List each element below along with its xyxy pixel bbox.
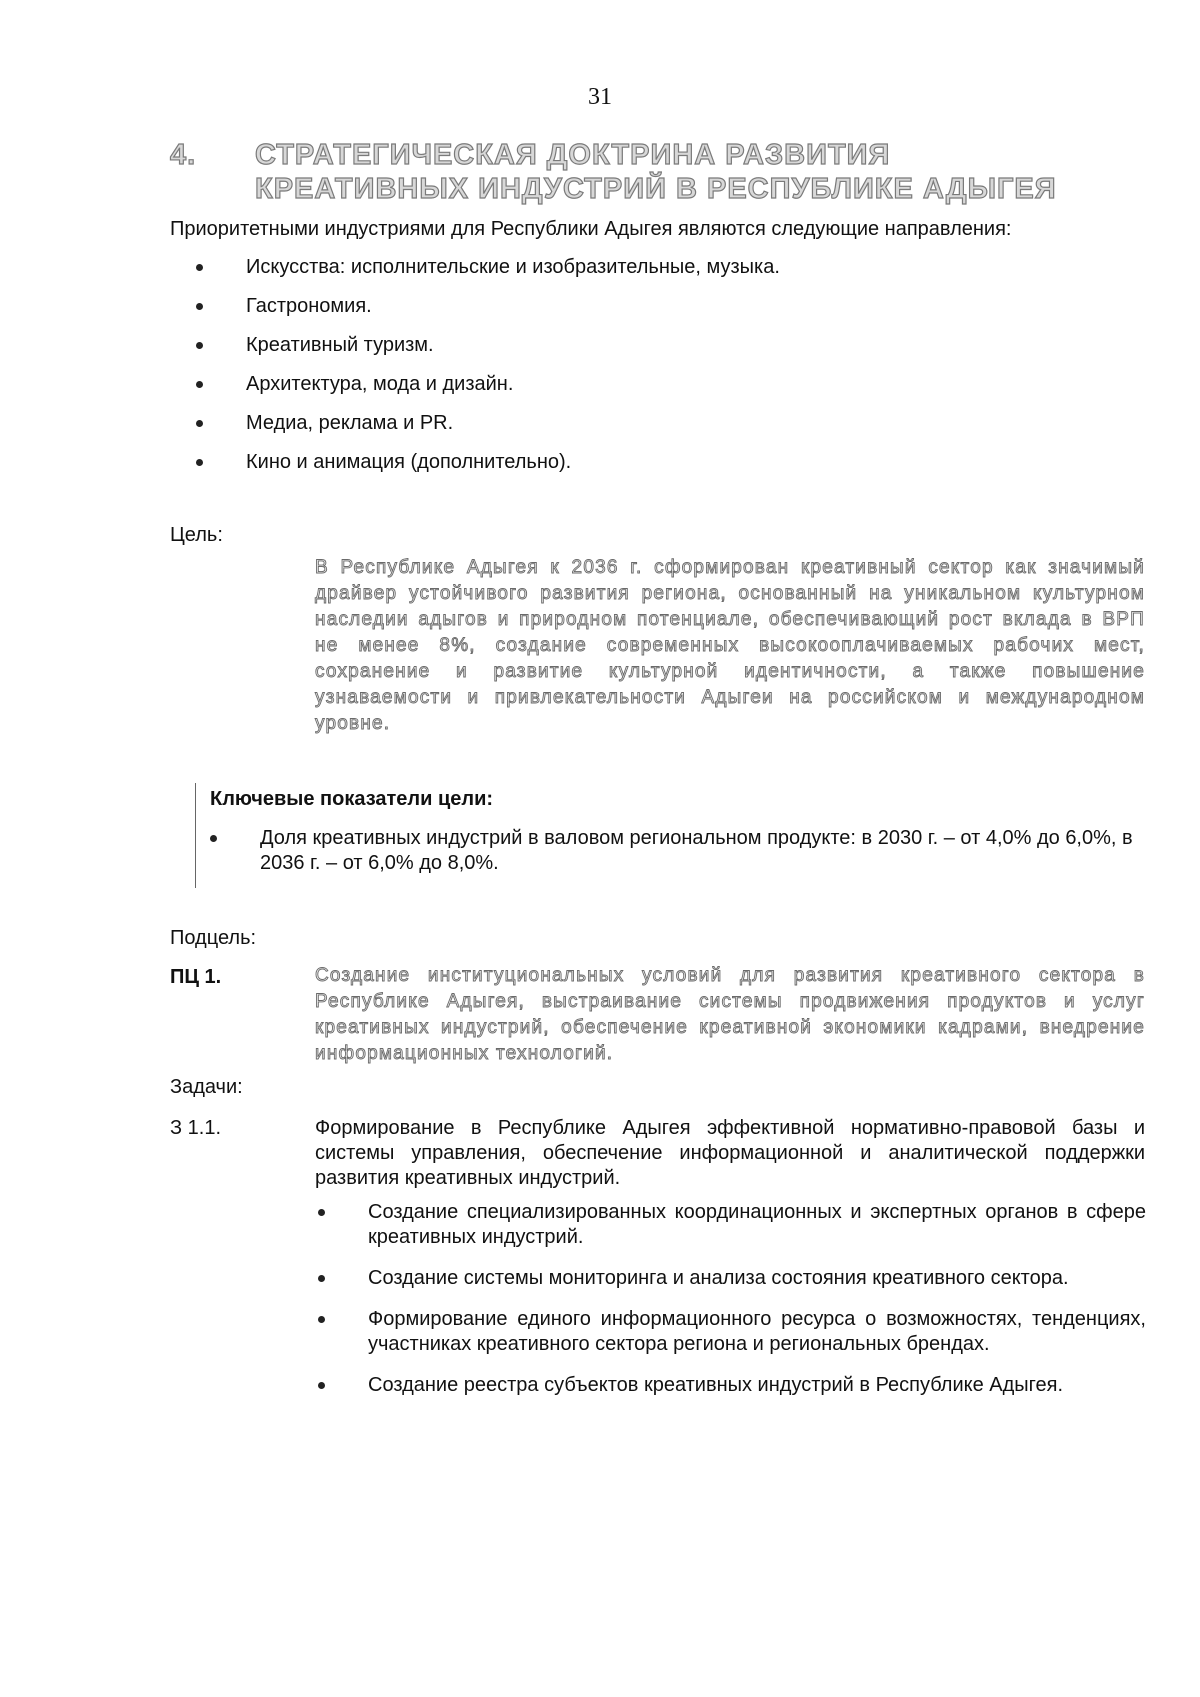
bullet-icon bbox=[318, 1316, 325, 1323]
list-item bbox=[196, 333, 1096, 358]
industry-text: Креативный туризм. bbox=[246, 334, 434, 356]
section-number: 4. bbox=[170, 139, 197, 171]
subgoal-code: ПЦ 1. bbox=[170, 966, 222, 988]
task-code: З 1.1. bbox=[170, 1117, 221, 1139]
page-number: 31 bbox=[588, 84, 612, 110]
list-item bbox=[318, 1200, 1146, 1250]
list-item bbox=[196, 450, 1096, 475]
task-items-list bbox=[318, 1200, 1146, 1414]
list-item bbox=[210, 826, 1155, 876]
task-item-text: Создание системы мониторинга и анализа состояния креативного сектора. bbox=[368, 1267, 1069, 1289]
goal-text: В Республике Адыгея к 2036 г. сформирован креативный сектор как значимый драйвер устойчивого развития региона, основанный на уникальном культурном наследии адыгов и природном потенциале, обеспечивающий рост вклада в ВРП не менее 8%, создание современных высокооплачиваемых рабочих мест, сохранение и развитие культурной идентичности, а также повышение узнаваемости и привлекательности Адыгеи на российском и международном уровне. bbox=[315, 557, 1145, 734]
bullet-icon bbox=[318, 1275, 325, 1282]
industry-text: Кино и анимация (дополнительно). bbox=[246, 451, 572, 473]
tasks-label: Задачи: bbox=[170, 1076, 243, 1098]
kpi-list bbox=[210, 826, 1155, 876]
section-heading bbox=[170, 138, 1100, 206]
task-item-text: Формирование единого информационного ресурса о возможностях, тенденциях, участниках креативного сектора региона и региональных брендах. bbox=[368, 1308, 1146, 1355]
bullet-icon bbox=[196, 264, 203, 271]
list-item bbox=[196, 294, 1096, 319]
intro-paragraph: Приоритетными индустриями для Республики Адыгея являются следующие направления: bbox=[170, 218, 1012, 240]
task-item-text: Создание реестра субъектов креативных индустрий в Республике Адыгея. bbox=[368, 1374, 1064, 1396]
kpi-text: Доля креативных индустрий в валовом региональном продукте: в 2030 г. – от 4,0% до 6,0%, в 2036 г. – от 6,0% до 8,0%. bbox=[260, 827, 1133, 874]
list-item bbox=[196, 255, 1096, 280]
section-title: СТРАТЕГИЧЕСКАЯ ДОКТРИНА РАЗВИТИЯ КРЕАТИВНЫХ ИНДУСТРИЙ В РЕСПУБЛИКЕ АДЫГЕЯ bbox=[255, 139, 1057, 205]
list-item bbox=[318, 1307, 1146, 1357]
bullet-icon bbox=[196, 381, 203, 388]
kpi-box bbox=[195, 783, 1156, 888]
bullet-icon bbox=[196, 303, 203, 310]
bullet-icon bbox=[318, 1209, 325, 1216]
industries-list bbox=[196, 255, 1096, 489]
list-item bbox=[196, 372, 1096, 397]
goal-label: Цель: bbox=[170, 524, 223, 546]
list-item bbox=[318, 1266, 1146, 1291]
list-item bbox=[318, 1373, 1146, 1398]
bullet-icon bbox=[196, 342, 203, 349]
subgoal-label: Подцель: bbox=[170, 927, 257, 949]
task-text: Формирование в Республике Адыгея эффективной нормативно-правовой базы и системы управления, обеспечение информационной и аналитической поддержки развития креативных индустрий. bbox=[315, 1117, 1145, 1189]
bullet-icon bbox=[196, 459, 203, 466]
bullet-icon bbox=[210, 835, 217, 842]
subgoal-text: Создание институциональных условий для развития креативного сектора в Республике Адыгея, выстраивание системы продвижения продуктов и услуг креативных индустрий, обеспечение креативной экономики кадрами, внедрение информационных технологий. bbox=[315, 965, 1145, 1064]
industry-text: Архитектура, мода и дизайн. bbox=[246, 373, 514, 395]
kpi-title: Ключевые показатели цели: bbox=[210, 788, 494, 810]
industry-text: Искусства: исполнительские и изобразительные, музыка. bbox=[246, 256, 780, 278]
bullet-icon bbox=[318, 1382, 325, 1389]
industry-text: Медиа, реклама и PR. bbox=[246, 412, 454, 434]
task-item-text: Создание специализированных координационных и экспертных органов в сфере креативных индустрий. bbox=[368, 1201, 1146, 1248]
bullet-icon bbox=[196, 420, 203, 427]
list-item bbox=[196, 411, 1096, 436]
industry-text: Гастрономия. bbox=[246, 295, 372, 317]
